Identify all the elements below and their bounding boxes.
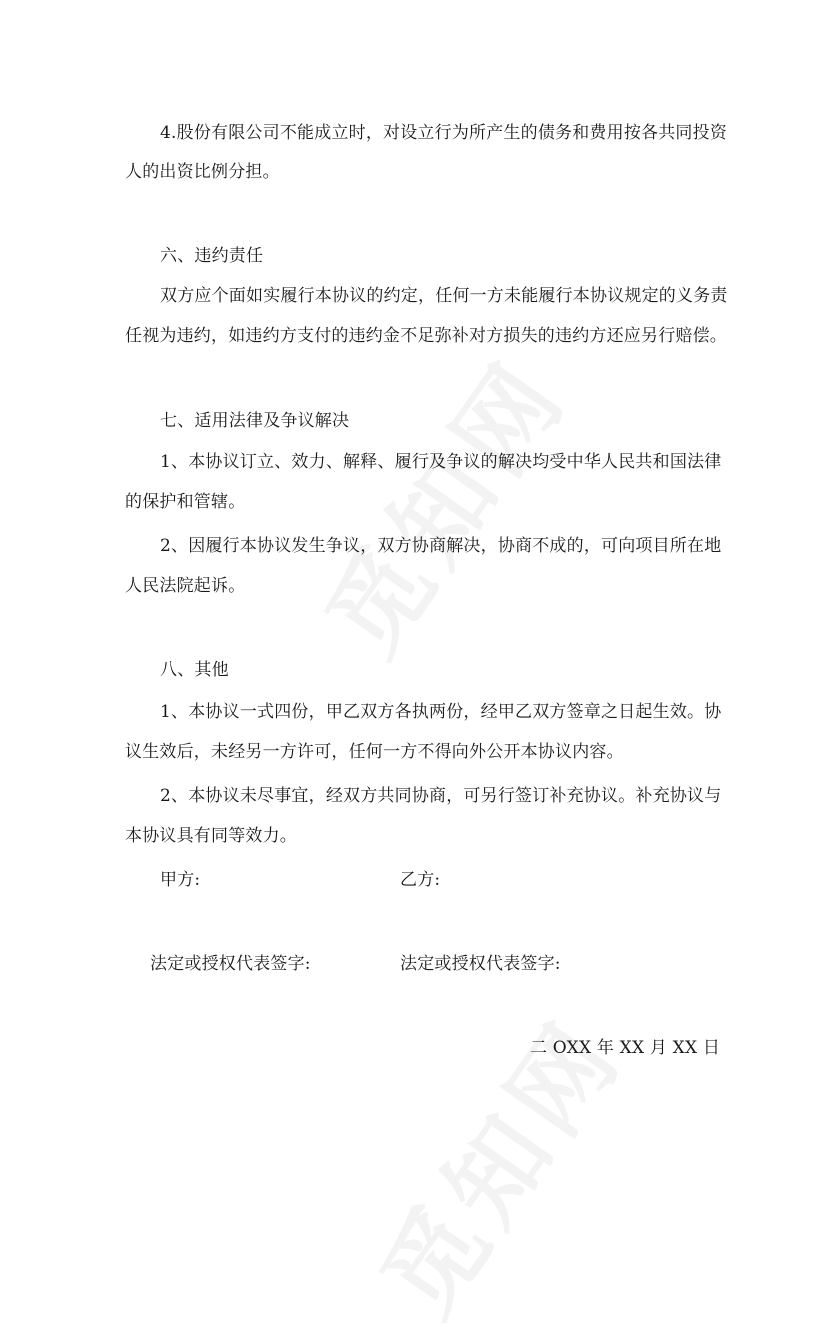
section-7-paragraph-1-line-2: 的保护和管辖。 [125,492,246,512]
section-6-paragraph-line-2: 任视为违约，如违约方支付的违约金不足弥补对方损失的违约方还应另行赔偿。 [125,326,727,346]
section-8-paragraph-2-line-1: 2、本协议未尽事宜，经双方共同协商，可另行签订补充协议。补充协议与 [160,786,722,806]
section-8-paragraph-1-line-2: 议生效后，未经另一方许可，任何一方不得向外公开本协议内容。 [125,742,624,762]
clause-4-line-1: 4.股份有限公司不能成立时，对设立行为所产生的债务和费用按各共同投资 [160,123,728,143]
section-7-heading: 七、适用法律及争议解决 [160,411,350,431]
section-7-paragraph-2-line-2: 人民法院起诉。 [125,576,246,596]
party-a-label: 甲方: [160,870,201,890]
party-b-label: 乙方: [400,870,441,890]
watermark [286,326,593,679]
section-7-paragraph-2-line-1: 2、因履行本协议发生争议，双方协商解决，协商不成的，可向项目所在地 [160,536,722,556]
signing-date: 二 OXX 年 XX 月 XX 日 [530,1038,721,1058]
party-a-representative-label: 法定或授权代表签字: [150,954,311,974]
section-8-paragraph-2-line-2: 本协议具有同等效力。 [125,826,297,846]
clause-4-line-2: 人的出资比例分担。 [125,162,280,182]
section-6-paragraph-line-1: 双方应个面如实履行本协议的约定，任何一方未能履行本协议规定的义务责 [160,286,728,306]
section-7-paragraph-1-line-1: 1、本协议订立、效力、解释、履行及争议的解决均受中华人民共和国法律 [160,452,722,472]
section-8-heading: 八、其他 [160,660,229,680]
party-b-representative-label: 法定或授权代表签字: [400,954,561,974]
section-6-heading: 六、违约责任 [160,246,264,266]
section-8-paragraph-1-line-1: 1、本协议一式四份，甲乙双方各执两份，经甲乙双方签章之日起生效。协 [160,702,722,722]
